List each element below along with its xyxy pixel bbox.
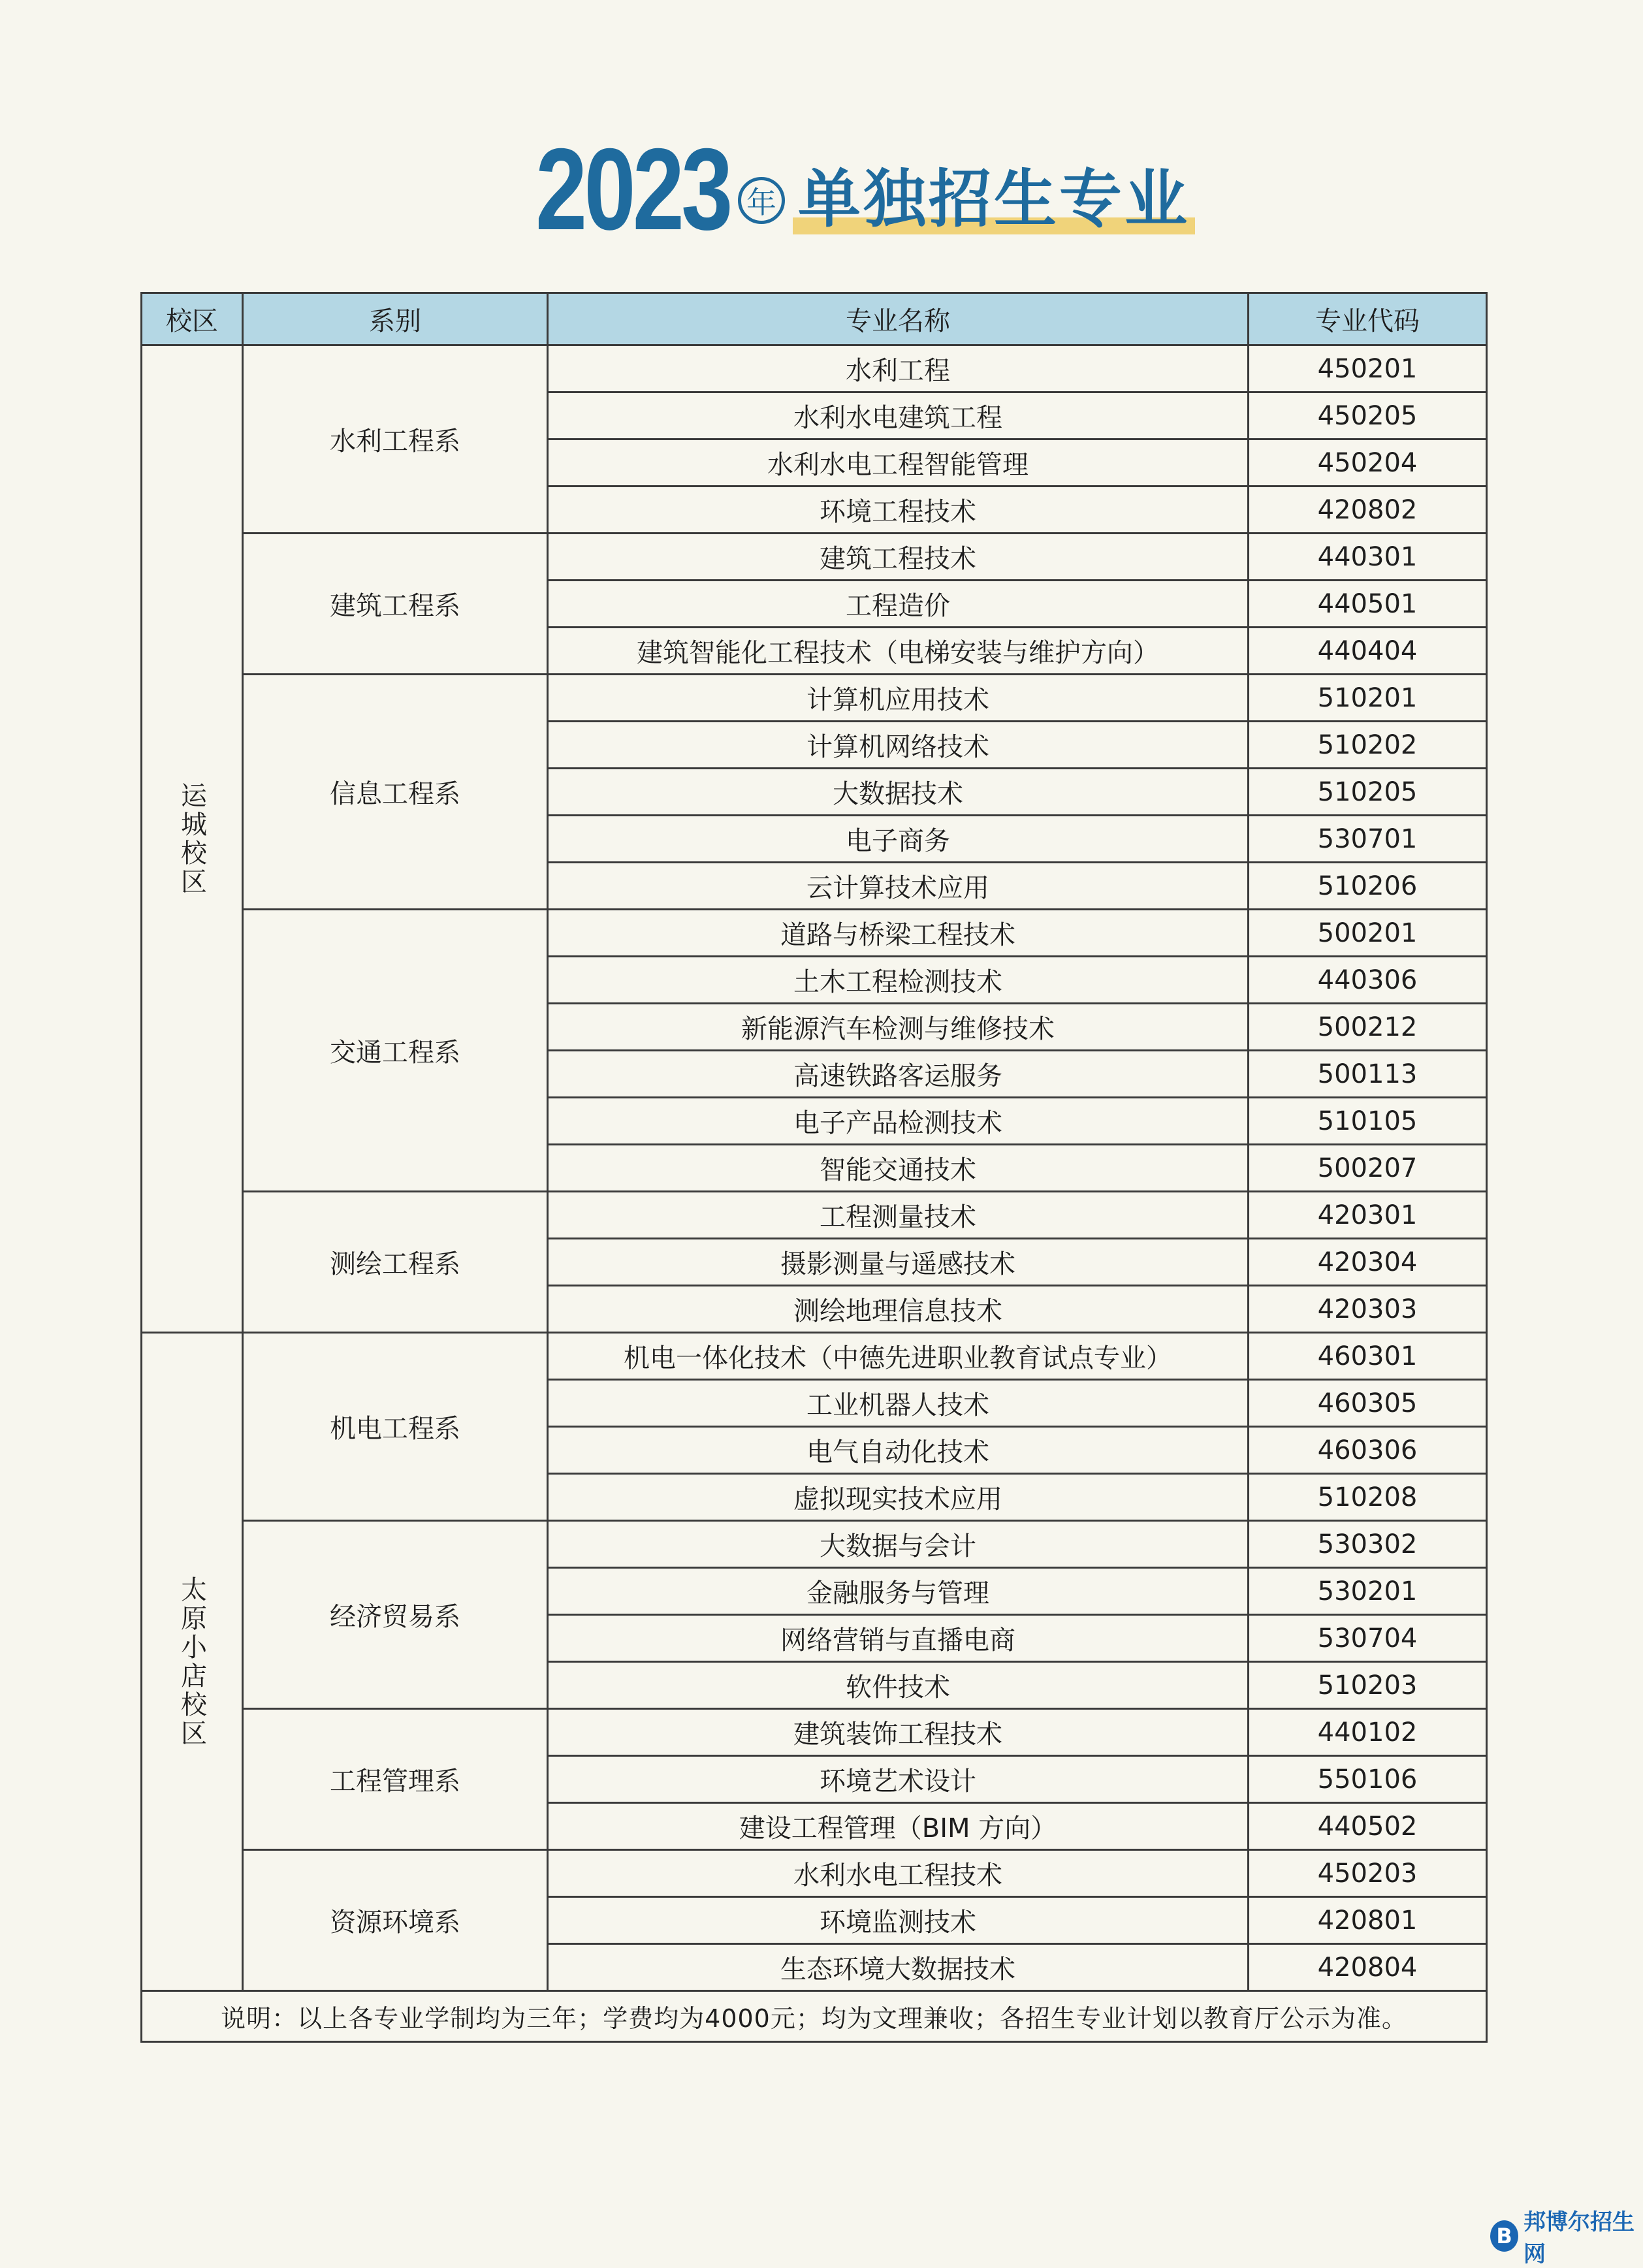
major-name-cell: 水利水电建筑工程 [548, 392, 1249, 439]
major-code-cell: 510206 [1249, 863, 1487, 910]
major-code-cell: 510205 [1249, 769, 1487, 816]
major-name-cell: 水利水电工程智能管理 [548, 439, 1249, 487]
major-code-cell: 510202 [1249, 722, 1487, 769]
table-row [142, 1521, 1487, 1568]
major-code-cell: 500201 [1249, 910, 1487, 957]
major-code-cell: 500207 [1249, 1145, 1487, 1192]
major-code-cell: 440501 [1249, 581, 1487, 628]
major-name-cell: 建设工程管理（BIM 方向） [548, 1803, 1249, 1850]
table-row [142, 1709, 1487, 1756]
table-row [142, 345, 1487, 392]
table-row [142, 534, 1487, 581]
major-code-cell: 450205 [1249, 392, 1487, 439]
major-code-cell: 460306 [1249, 1427, 1487, 1474]
department-cell: 经济贸易系 [243, 1521, 548, 1709]
major-name-cell: 水利工程 [548, 345, 1249, 392]
department-cell: 建筑工程系 [243, 534, 548, 675]
page-title [535, 124, 1195, 254]
department-cell: 交通工程系 [243, 910, 548, 1192]
major-code-cell: 450201 [1249, 345, 1487, 392]
note-row [142, 1991, 1487, 2042]
major-name-cell: 新能源汽车检测与维修技术 [548, 1004, 1249, 1051]
major-name-cell: 虚拟现实技术应用 [548, 1474, 1249, 1521]
table-row [142, 1192, 1487, 1239]
major-code-cell: 420301 [1249, 1192, 1487, 1239]
major-code-cell: 440502 [1249, 1803, 1487, 1850]
majors-table [140, 292, 1488, 2043]
major-name-cell: 电子产品检测技术 [548, 1098, 1249, 1145]
major-code-cell: 440301 [1249, 534, 1487, 581]
major-code-cell: 420801 [1249, 1897, 1487, 1944]
major-code-cell: 510208 [1249, 1474, 1487, 1521]
major-code-cell: 450204 [1249, 439, 1487, 487]
major-name-cell: 生态环境大数据技术 [548, 1944, 1249, 1991]
table-row [142, 1333, 1487, 1380]
major-code-cell: 500113 [1249, 1051, 1487, 1098]
watermark-logo [1490, 2204, 1643, 2268]
major-name-cell: 大数据与会计 [548, 1521, 1249, 1568]
table-body [142, 345, 1487, 1991]
major-name-cell: 水利水电工程技术 [548, 1850, 1249, 1897]
major-name-cell: 云计算技术应用 [548, 863, 1249, 910]
major-name-cell: 工程造价 [548, 581, 1249, 628]
title-text: 单独招生专业 [793, 160, 1195, 238]
major-code-cell: 530201 [1249, 1568, 1487, 1615]
col-header-code: 专业代码 [1249, 293, 1487, 345]
major-code-cell: 550106 [1249, 1756, 1487, 1803]
major-code-cell: 420804 [1249, 1944, 1487, 1991]
table-row [142, 675, 1487, 722]
major-name-cell: 机电一体化技术（中德先进职业教育试点专业） [548, 1333, 1249, 1380]
major-code-cell: 460305 [1249, 1380, 1487, 1427]
major-name-cell: 测绘地理信息技术 [548, 1286, 1249, 1333]
major-code-cell: 420304 [1249, 1239, 1487, 1286]
major-name-cell: 建筑装饰工程技术 [548, 1709, 1249, 1756]
major-name-cell: 工程测量技术 [548, 1192, 1249, 1239]
title-year: 2023 [535, 124, 730, 254]
col-header-major: 专业名称 [548, 293, 1249, 345]
major-code-cell: 530302 [1249, 1521, 1487, 1568]
major-code-cell: 440306 [1249, 957, 1487, 1004]
col-header-campus: 校区 [142, 293, 243, 345]
department-cell: 机电工程系 [243, 1333, 548, 1521]
major-code-cell: 420303 [1249, 1286, 1487, 1333]
table-header-row [142, 293, 1487, 345]
col-header-department: 系别 [243, 293, 548, 345]
major-name-cell: 金融服务与管理 [548, 1568, 1249, 1615]
major-name-cell: 道路与桥梁工程技术 [548, 910, 1249, 957]
campus-cell: 运城校区 [142, 345, 243, 1333]
major-code-cell: 420802 [1249, 487, 1487, 534]
major-name-cell: 智能交通技术 [548, 1145, 1249, 1192]
major-code-cell: 460301 [1249, 1333, 1487, 1380]
major-name-cell: 网络营销与直播电商 [548, 1615, 1249, 1662]
major-code-cell: 510105 [1249, 1098, 1487, 1145]
department-cell: 测绘工程系 [243, 1192, 548, 1333]
major-code-cell: 440404 [1249, 628, 1487, 675]
major-name-cell: 软件技术 [548, 1662, 1249, 1709]
major-code-cell: 530704 [1249, 1615, 1487, 1662]
major-code-cell: 440102 [1249, 1709, 1487, 1756]
brand-b-icon: B [1490, 2220, 1518, 2252]
major-name-cell: 计算机应用技术 [548, 675, 1249, 722]
major-name-cell: 环境艺术设计 [548, 1756, 1249, 1803]
major-code-cell: 450203 [1249, 1850, 1487, 1897]
table-row [142, 910, 1487, 957]
major-name-cell: 环境监测技术 [548, 1897, 1249, 1944]
major-name-cell: 计算机网络技术 [548, 722, 1249, 769]
major-name-cell: 摄影测量与遥感技术 [548, 1239, 1249, 1286]
major-name-cell: 大数据技术 [548, 769, 1249, 816]
brand-name: 邦博尔招生网 [1523, 2209, 1635, 2267]
department-cell: 水利工程系 [243, 345, 548, 534]
major-name-cell: 建筑工程技术 [548, 534, 1249, 581]
major-name-cell: 电子商务 [548, 816, 1249, 863]
major-code-cell: 510203 [1249, 1662, 1487, 1709]
major-name-cell: 环境工程技术 [548, 487, 1249, 534]
campus-cell: 太原小店校区 [142, 1333, 243, 1991]
year-badge: 年 [738, 177, 785, 224]
table-note: 说明：以上各专业学制均为三年；学费均为4000元；均为文理兼收；各招生专业计划以教育厅公示为准。 [142, 1991, 1487, 2042]
major-name-cell: 电气自动化技术 [548, 1427, 1249, 1474]
department-cell: 信息工程系 [243, 675, 548, 910]
major-code-cell: 500212 [1249, 1004, 1487, 1051]
major-name-cell: 高速铁路客运服务 [548, 1051, 1249, 1098]
major-code-cell: 510201 [1249, 675, 1487, 722]
department-cell: 资源环境系 [243, 1850, 548, 1991]
major-name-cell: 土木工程检测技术 [548, 957, 1249, 1004]
major-name-cell: 建筑智能化工程技术（电梯安装与维护方向） [548, 628, 1249, 675]
table-row [142, 1850, 1487, 1897]
major-name-cell: 工业机器人技术 [548, 1380, 1249, 1427]
major-code-cell: 530701 [1249, 816, 1487, 863]
department-cell: 工程管理系 [243, 1709, 548, 1850]
